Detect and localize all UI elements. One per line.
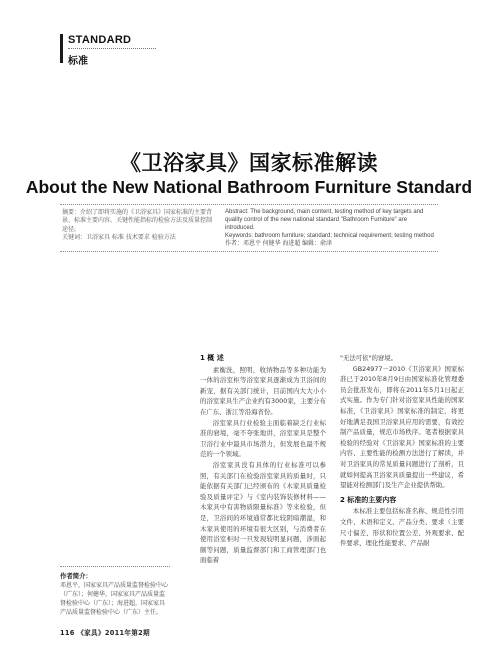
section-1-paragraph-3: 浴室家具没有具体的行业标准可以参照，有关部门在检验浴室家具的质量时，只能依据有关部门已经颁布的《木家具质量检验及质量评定》与《室内装饰装修材料——木家具中有害物质限量标准》等来检验，但是，卫浴间的环境通常都比较阴暗潮湿，和木家具使用的环境有很大区别，与消费者在使用浴室柜时一旦发现较明显问题，涉面起颇等问题，质量监督部门和工商管理部门也面临着 <box>200 460 326 565</box>
section-2-paragraph-1: 本标准主要包括标准名称、规范性引用文件、术语和定义、产品分类、要求（主要尺寸偏差、形状和位置公差、外观要求、配件要求、理化性能要求、产品耐 <box>340 507 464 548</box>
section-1-paragraph-1: 素衡洗，照明，收纳物品等多种功能为一体的浴室柜等浴室家具逐渐成为卫浴间的新宠，据有关部门统计，目前国内大大小小的浴室家具生产企业约有3000家，主要分布在广东、浙江等沿海省份。 <box>200 365 326 416</box>
page-footer: 116 《家具》2011年第2期 <box>60 629 150 637</box>
header-bar <box>60 34 63 63</box>
abstract-cn <box>62 209 214 243</box>
keywords-en: Keywords: bathroom furniture; standard; technical requirement; testing method <box>225 233 434 239</box>
section-2-heading: 2 标准的主要内容 <box>340 495 397 504</box>
section-1-paragraph-4: GB24977－2010《卫浴家具》国家标准已于2010年8月9日由国家标准化管理委员会批准发布，即将在2011年5月1日起正式实施。作为专门针对浴室家具性能的国家标准，《卫浴家具》国家标准的制定，将更好地满足我国卫浴家具应用的需要，有效控制产品质量，规范市场秩序。笔者根据家具检验的经验对《卫浴家具》国家标准的主要内容、主要性能的检测方法进行了解读，并对卫浴家具的常见质量问题进行了剖析，且就如何提高卫浴家具质量提出一些建议，希望能对检测部门及生产企业提供帮助。 <box>340 364 464 490</box>
body-column-left <box>200 353 326 566</box>
keywords-cn: 关键词：卫浴家具 标准 技术要求 检验方法 <box>62 234 176 242</box>
body-column-right <box>340 353 464 549</box>
abstract-en-body: Abstract: The background, main content, testing method of key targets and quality control of the new national standard "Bathroom Furniture" are introduced. <box>225 209 424 231</box>
author-note-title: 作者简介： <box>60 572 92 580</box>
author-note-divider <box>60 566 170 567</box>
header-divider <box>68 48 156 49</box>
article-title-en: About the New National Bathroom Furniture Standard <box>25 177 473 197</box>
abstract-cn-body: 摘要：介绍了即将实施的《卫浴家具》国家标准的主要背景、标准主要内容、关键性能指标的检验方法及质量控制途径。 <box>62 209 213 233</box>
abstract-en <box>225 208 438 248</box>
section-1-continuation: "无法可依"的窘境。 <box>340 354 398 362</box>
article-title-cn: 《卫浴家具》国家标准解读 <box>120 151 378 175</box>
section-1-heading: 1 概 述 <box>200 354 224 362</box>
abstract-top-divider <box>60 204 438 205</box>
series-label-en: STANDARD <box>68 34 132 46</box>
abstract-bottom-divider <box>60 251 438 252</box>
author-editor-line: 作者：邓恩平 何健华 海进超 编辑：俞津 <box>225 241 333 247</box>
series-label-cn: 标准 <box>68 56 88 67</box>
author-note-text: 邓恩平，国家家具产品质量监督检验中心（广东）；何健华，国家家具产品质量监督检验中心（广东）；海进超，国家家具产品质量监督检验中心（广东）主任。 <box>60 582 169 616</box>
section-1-paragraph-2: 浴室家具行业检验主面临着缺乏行业标准的窘境，毫不夸张地讲，浴室家具是整个卫浴行业中最具市场潜力，但发展也最不规范的一个领域。 <box>200 418 326 459</box>
